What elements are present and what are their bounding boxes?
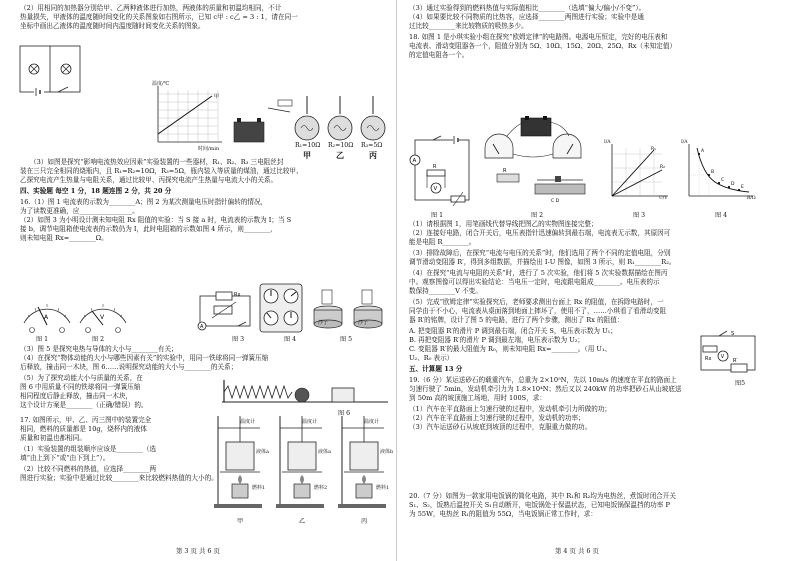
svg-text:Rx: Rx [234,292,241,298]
svg-text:B: B [711,170,715,175]
svg-text:S: S [731,331,735,337]
fig5-label: 图5 [735,380,746,387]
text-line: （3）图 5 是探究电热与导体的大小与________有关； [20,345,178,353]
text-line: 相同程度后静止释放，撞击同一木块， [20,392,133,400]
svg-text:C: C [721,178,725,183]
text-line: （1）汽车在平直路面上匀速行驶的过程中，发动机牵引力所做的功； [409,405,612,413]
fig3-label: 图 3 [232,336,245,343]
text-line: （1）实验装置的组装顺序应该是________（选 [20,445,157,453]
svg-text:R: R [433,164,437,170]
fig5-label: 图 5 [340,336,353,343]
thermo-label-3: 温度计 [364,419,380,425]
text-line: （4）在探究“物体动能的大小与哪些因素有关”的实验中，用同一铁球将同一弹簧压缩 [20,354,269,362]
fig4-label: 图 4 [715,212,728,219]
r2-curve-label: R₂ [660,165,665,170]
fig2-label: 图 2 [92,336,105,343]
text-line: 坐标中画出乙液体的温度随时间内温度随时间变化关系的图象。 [20,22,205,30]
text-line: （2）如图 3 为小明设计测未知电阻 Rx 阻值的实验：当 S 接 a 时，电流表的示数为 I；当 S [20,216,292,224]
text-line: 质量和初温也都相同。 [20,434,86,442]
text-line: 17. 如图所示，甲、乙、丙三图中的装置完全 [20,416,152,424]
text-line: （2）比较不同燃料的热值，应选择________两 [20,465,157,473]
text-line: 的定值电阻各一个。 [409,51,469,59]
sand-label-1: 沙子 [318,320,329,326]
r2-label: R₂=10Ω [328,142,354,149]
fuel1-label-1: 燃料1 [252,485,266,491]
svg-text:A: A [200,324,204,330]
text-line: 乙探究电流产生热量与电阻关系，通过比较甲、丙探究电流产生热量与电流大小的关系。 [20,176,278,184]
text-line: 图进行实验；实验中是通过比较________来比较燃料热值的大小的。 [20,474,218,482]
svg-text:V: V [433,186,438,192]
page-footer: 第 3 页 共 6 页 [176,547,220,555]
ir-graph-fig4 [679,140,757,208]
text-line: 为 55W，电热丝 R₁的阻值为 55Ω，当电饭锅正常工作时，求： [409,510,597,518]
text-line: 数保持________V 不变。 [409,287,482,295]
text-line: 调节滑动变阻器 R′，得到多组数据，并描绘出 I-U 图像，如图 3 所示，则 R₁________R₂。 [409,258,676,266]
svg-text:甲: 甲 [214,94,220,100]
text-line: 则未知电阻 Rx=________Ω。 [20,234,108,242]
u-axis-label: U/V [659,196,668,201]
right-page [397,0,794,561]
spring-block-fig6 [220,372,390,412]
text-line: 能是电阻 R________。 [409,238,476,246]
thermo-label-1: 温度计 [240,419,256,425]
fuel2-label: 燃料2 [314,485,328,491]
text-line: （1）请根据图 1，用笔画线代替导线把图乙的实物图连接完整； [409,220,598,228]
text-line: 电流表、滑动变阻器各一个，阻值分别为 5Ω、10Ω、15Ω、20Ω、25Ω、Rx（未知定值） [409,42,677,50]
text-line: 相同，燃料的质量都是 10g，烧杯内的液体 [20,425,147,433]
svg-text:A: A [44,314,49,321]
i-axis-label-2: I/A [681,140,688,145]
text-line: 匀速行驶了 5min，发动机牵引力为 1.8×10⁴N；然后又以 240kW 的功率把砂石从山坡底送 [409,385,682,393]
svg-text:V: V [720,354,725,360]
text-line: 18. 如图 1 是小琪实验小组在探究“欧姆定律”的电路图。电源电压恒定，完好的电压表和 [409,33,668,41]
meter-figures [18,285,130,335]
temperature-time-graph [148,82,226,154]
time-axis-label: 时间/min [198,146,220,152]
text-line: 过比较________来比较物质的吸热多少。 [409,22,528,30]
text-line: （4）在探究“电流与电阻的关系”时，进行了 5 次实验，他们将 5 次实验数据描绘在图丙 [409,269,668,277]
text-line: 19.（6 分）某运送砂石的载重汽车，总重为 2×10⁵N，先以 10m/s 的速度在平直的路面上 [409,376,677,384]
rx-circuit-fig5 [695,330,761,376]
label-jia-2: 甲 [237,518,244,525]
fig3-label: 图 3 [633,212,646,219]
svg-text:A: A [701,149,705,154]
text-line: 填“由上到下”或“由下到上”）。 [20,454,110,462]
text-line: （4）如果要比较不同物质的比热容，应选择________两图进行实验；实验中是通 [409,13,644,21]
circuit-diagram [14,38,89,110]
text-line: 器 R′的铭牌，设计了图 5 的电路，进行了两个步骤，测出了 Rx 的阻值： [409,316,624,324]
text-line: 后释放，撞击同一木块，图 6……说明探究动能的大小与________的关系； [20,363,238,371]
ohm-circuit-fig1 [407,134,475,208]
svg-text:E: E [741,185,744,190]
svg-text:C D: C D [551,199,560,204]
fig4-label: 图 4 [284,336,297,343]
text-line: B. 再把变阻器 R′的滑片 P 调到最左端，电压表示数为 U₂； [409,336,584,344]
rx-circuit [194,290,256,334]
text-line: （5）为了探究动能大小与质量的关系，在 [20,374,143,382]
text-line: （3）如图是探究“影响电流热效应因素”实验装置的一些器材，R₁、R₂、R₃ 三电阻丝封 [30,158,284,166]
svg-text:Rx: Rx [705,356,712,362]
r1-curve-label: R₁ [651,147,656,152]
text-line: （3）通过实验得到的燃料热值与实际值相比________（选填“偏大/偏小/不变”）。 [409,4,646,12]
svg-text:A: A [412,158,417,164]
text-line: 装在三只完全相同的烧瓶内，且 R₁=R₂=10Ω，R₃=5Ω，瓶内装入等质量的煤油，通过比较甲、 [20,167,303,175]
label-yi-2: 乙 [299,518,306,525]
thermo-label-2: 温度计 [302,419,318,425]
fig1-label: 图 1 [431,212,444,219]
text-line: 为了读数更准确，应________________。 [20,207,139,215]
text-line: （3）排除故障后，在探究“电流与电压的关系”时，他们选用了两个不同的定值电阻，分别 [409,249,671,257]
physical-circuit-fig2 [477,114,597,210]
r-axis-label: R/Ω [747,196,756,201]
text-line: （2）汽车在平直路面上匀速行驶的过程中，发动机的功率； [409,414,585,422]
label-yi: 乙 [336,150,344,160]
section-heading: 五、计算题 13 分 [409,365,463,373]
text-line: 接 b，调节电阻箱使电流表的示数仍为 I，此时电阻箱的示数如图 4 所示，则________， [20,225,277,233]
label-bing: 丙 [369,150,377,160]
text-line: （3）汽车运送砂石从坡底到坡顶的过程中，克服重力做的功。 [409,423,592,431]
text-line: 16.（1）图 1 电流表的示数为________A；图 2 为某次测量电压时指针偏转的情况， [20,198,268,206]
svg-text:D: D [731,182,735,187]
fig2-label: 图 2 [531,212,544,219]
r3-label: R₃=5Ω [361,142,383,149]
page-footer: 第 4 页 共 6 页 [555,547,599,555]
text-line: （2）连接好电路，闭合开关后，电压表指针迅速偏转到最右端，电流表无示数，其原因可 [409,229,671,237]
svg-text:R′: R′ [733,358,738,364]
sand-label-2: 沙子 [358,320,369,326]
text-line: 热量损失，甲液体的温度随时间变化的关系图象如右图所示，已知 c甲 : c乙 = 3 : 1，请在同一 [20,13,298,21]
resistance-box [258,282,304,334]
text-line: A. 把变阻器 R′的滑片 P 调到最右端，闭合开关 S，电压表示数为 U₁； [409,327,617,335]
fig6-label: 图 6 [338,410,351,417]
fuel1-label-2: 燃料1 [376,485,390,491]
r1-label: R₁=10Ω [295,142,321,149]
fuel-apparatus [210,410,394,514]
fig1-label: 图 1 [36,336,49,343]
text-line: 这个设计方案是________（正确/错误）的。 [20,401,148,409]
text-line: 到 50m 高的坡顶施工场地，用时 100S，求： [409,394,546,402]
text-line: 图 6 中用质量不同的铁球将同一弹簧压缩 [20,383,141,391]
svg-text:R: R [503,168,507,174]
temp-axis-label: 温度/℃ [152,81,170,87]
liquid-a-label-1: 液体a [256,449,269,455]
text-line: C. 变阻器 R′的最大阻值为 R₀，则未知电阻 Rx=________。（用 U₁、 [409,345,612,353]
section-heading: 四、实验题 每空 1 分，18 题连图 2 分，共 20 分 [20,187,172,195]
text-line: （2）用相同的加热器分别给甲、乙两种液体进行加热，两液体的质量和初温均相同，不计 [20,4,282,12]
text-line: S₁、S₂，饭熟后温控开关 S₁自动断开，电饭锅处于保温状态，已知电饭锅保温挡的功率 P [409,501,670,509]
liquid-a-label-2: 液体a [318,449,331,455]
svg-text:V: V [100,314,105,321]
i-axis-label: I/A [604,140,611,145]
text-line: 20.（7 分）如图为一款家用电饭锅的简化电路，其中 R₁和 R₂均为电热丝，煮饭时闭合开关 [409,492,676,500]
text-line: 同学由于不小心，电流表从桌面落到地面上摔坏了，使用不了，……小琪看了看滑动变阻 [409,307,667,315]
liquid-b-label: 液体b [380,449,394,455]
label-jia: 甲 [303,150,311,160]
text-line: U₂、R₀ 表示） [409,354,454,362]
text-line: 中。观察图像可以得出实验结论：当电压一定时，电流跟电阻成________。电压表的示 [409,278,660,286]
text-line: （5）完成“欧姆定律”实验探究后，老师要求测出台面上 Rx 的阻值，在拆除电路时，一 [409,298,664,306]
label-bing-2: 丙 [361,518,368,525]
